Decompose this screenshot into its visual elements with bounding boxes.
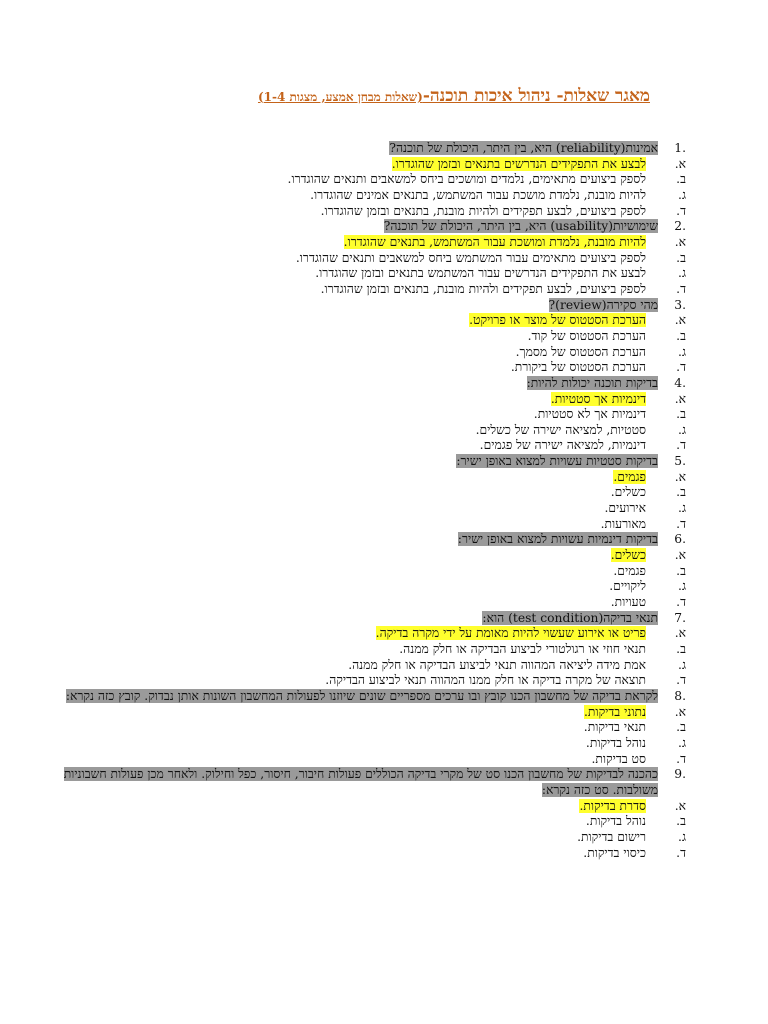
answer-option [58,422,686,439]
answer-option [58,328,686,345]
option-text: אירועים. [604,501,646,516]
question-text: בדיקות דינמיות עשויות למצוא באופן ישיר: [457,532,658,547]
option-letter: ב. [676,250,686,265]
option-text: כשלים. [610,485,646,500]
answer-option [58,720,686,736]
correct-answer-text: דינמיות אך סטטיות. [550,391,646,406]
option-text: סטטיות, למציאה ישירה של כשלים. [475,422,646,437]
question-number: 4. [674,375,686,390]
question-item [58,532,686,610]
option-letter: ג. [678,266,686,281]
option-letter: ד. [676,751,686,766]
answer-options [58,391,686,455]
answer-option [58,642,686,658]
option-text: דינמיות אך לא סטטיות. [533,407,646,422]
correct-answer-text: לבצע את התפקידים הנדרשים בתנאים ובזמן שהוגדרו. [391,156,646,171]
answer-option [58,250,686,267]
option-text: הערכת הסטטוס של קוד. [527,328,646,343]
answer-option [58,657,686,674]
option-letter: א. [674,704,686,719]
answer-options [58,548,686,611]
answer-option [58,187,686,204]
question-number: 8. [674,688,686,703]
option-letter: ב. [676,172,686,187]
answer-option [58,501,686,517]
option-text: לבצע את התפקידים הנדרשים עבור המשתמש בתנאים ובזמן שהוגדרו. [315,266,646,281]
option-letter: ג. [678,344,686,359]
option-letter: ב. [676,814,686,829]
option-letter: ב. [676,642,686,656]
answer-option [58,156,686,173]
option-letter: ב. [676,485,686,500]
question-text: אמינות(reliability) היא, בין היתר, היכולת של תוכנה? [389,141,658,155]
question-item [58,297,686,376]
correct-answer-text: פגמים. [613,469,646,484]
option-letter: ד. [676,516,686,531]
question-text: כהכנה לבדיקות של מחשבון הכנו סט של מקרי בדיקה הכוללים פעולות חיבור, חיסור, כפל וחילוק. ולאחר מכן פעולות חשבוניות משולבות. סט כזה נקרא: [63,767,658,797]
option-letter: ד. [676,281,686,296]
question-text: לקראת בדיקה של מחשבון הכנו קובץ ובו ערכים מספריים שונים שיוזנו לפעולות המחשבון השונות אותן נבדוק. קובץ כזה נקרא: [65,688,658,703]
option-text: תוצאה של מקרה בדיקה או חלק ממנו המהווה תנאי לביצוע הבדיקה. [325,673,646,688]
question-text: תנאי בדיקה(test condition) הוא: [482,610,658,625]
answer-option [58,266,686,282]
answer-option [58,203,686,220]
option-text: הערכת הסטטוס של מסמך. [515,344,646,359]
correct-answer-text: נתוני בדיקות. [584,704,646,719]
correct-answer-text: פריט או אירוע שעשוי להיות מאומת על ידי מקרה בדיקה. [375,626,646,641]
correct-answer-text: הערכת הסטטוס של מוצר או פרויקט. [469,313,646,328]
answer-option [58,360,686,376]
option-letter: א. [674,156,686,171]
option-letter: ד. [676,438,686,453]
option-text: תנאי בדיקות. [583,720,646,735]
question-text: שימושיות(usability) היא, בין היתר, היכולת של תוכנה? [383,219,658,234]
option-letter: ג. [678,579,686,594]
answer-option [58,281,686,298]
answer-option [58,845,686,862]
answer-option [58,595,686,611]
option-letter: ג. [678,501,686,516]
answer-option [58,735,686,752]
option-letter: ג. [678,735,686,750]
question-item [58,688,686,767]
option-letter: ב. [676,563,686,578]
question-text: בדיקות תוכנה יכולות להיות: [526,375,658,390]
option-letter: א. [674,469,686,484]
question-item [58,219,686,297]
option-text: טעויות. [610,595,646,610]
option-letter: ג. [678,187,686,202]
answer-option [58,485,686,501]
answer-options [58,704,686,768]
answer-option [58,579,686,595]
answer-option [58,313,686,329]
answer-option [58,563,686,580]
answer-option [58,516,686,533]
answer-option [58,234,686,251]
question-number: 7. [674,610,686,625]
option-letter: ב. [676,720,686,735]
answer-option [58,626,686,642]
question-item [58,610,686,689]
answer-option [58,438,686,454]
option-text: דינמיות, למציאה ישירה של פגמים. [479,438,646,453]
question-item [58,767,686,861]
answer-options [58,469,686,533]
answer-option [58,673,686,689]
option-text: סט בדיקות. [591,751,646,766]
option-letter: ד. [676,673,686,688]
option-text: הערכת הסטטוס של ביקורת. [510,360,646,375]
question-number: 5. [674,454,686,469]
answer-options [58,156,686,220]
page-title [258,86,650,106]
option-letter: א. [674,798,686,813]
option-letter: ב. [676,328,686,343]
answer-options [58,626,686,689]
correct-answer-text: סדרת בדיקות. [579,798,646,813]
option-text: לספק ביצועים, לבצע תפקידים ולהיות מובנת, בתנאים ובזמן שהוגדרו. [320,203,646,218]
answer-option [58,469,686,486]
question-item [58,454,686,532]
question-number: 1. [674,141,686,155]
option-text: לספק ביצועים מתאימים עבור המשתמש ביחס למשאבים ותנאים שהוגדרו. [295,250,646,265]
option-letter: ד. [676,845,686,860]
option-text: נוהל בדיקות. [585,814,646,829]
question-list [58,141,686,861]
answer-options [58,234,686,298]
answer-option [58,829,686,846]
answer-option [58,548,686,564]
option-text: רישום בדיקות. [577,829,646,844]
option-text: ליקויים. [609,579,646,594]
title-subtitle: (שאלות מבחן אמצע, מצגות 1-4) [257,90,423,104]
question-item [58,141,686,219]
answer-option [58,344,686,361]
question-text: בדיקות סטטיות עשויות למצוא באופן ישיר: [456,454,658,469]
option-letter: ד. [676,203,686,218]
option-letter: א. [674,548,686,563]
answer-option [58,172,686,188]
answer-option [58,814,686,830]
answer-option [58,798,686,815]
option-text: נוהל בדיקות. [585,735,646,750]
option-letter: ד. [676,595,686,610]
question-item [58,375,686,454]
option-text: לספק ביצועים מתאימים, נלמדים ומושכים ביחס למשאבים ותנאים שהוגדרו. [287,172,646,187]
option-letter: ד. [676,360,686,375]
option-letter: א. [674,626,686,641]
option-letter: ג. [678,657,686,672]
question-number: 2. [674,219,686,234]
title-main: מאגר שאלות- ניהול איכות תוכנה- [422,86,650,106]
answer-option [58,407,686,423]
question-number: 9. [674,767,686,782]
answer-option [58,751,686,768]
option-letter: ג. [678,829,686,844]
option-text: פגמים. [613,563,646,578]
option-text: אמת מידה ליציאה המהווה תנאי לביצוע הבדיקה או חלק ממנה. [348,657,646,672]
answer-option [58,391,686,408]
question-text: מהי סקירה(review)? [548,297,658,312]
option-letter: א. [674,313,686,328]
option-letter: א. [674,391,686,406]
answer-options [58,798,686,862]
option-text: לספק ביצועים, לבצע תפקידים ולהיות מובנת, בתנאים ובזמן שהוגדרו. [320,281,646,296]
answer-options [58,313,686,376]
option-text: כיסוי בדיקות. [583,845,646,860]
option-text: להיות מובנת, נלמדת מושכת עבור המשתמש, בתנאים אמינים שהוגדרו. [310,187,646,202]
correct-answer-text: להיות מובנת, נלמדת ומושכת עבור המשתמש, בתנאים שהוגדרו. [343,234,646,249]
option-text: מאורעות. [600,516,646,531]
question-number: 3. [674,297,686,312]
answer-option [58,704,686,721]
question-number: 6. [674,532,686,547]
option-letter: ג. [678,422,686,437]
option-text: תנאי חוזי או רגולטורי לביצוע הבדיקה או חלק ממנה. [399,642,646,656]
correct-answer-text: כשלים. [610,548,646,563]
option-letter: א. [674,234,686,249]
option-letter: ב. [676,407,686,422]
